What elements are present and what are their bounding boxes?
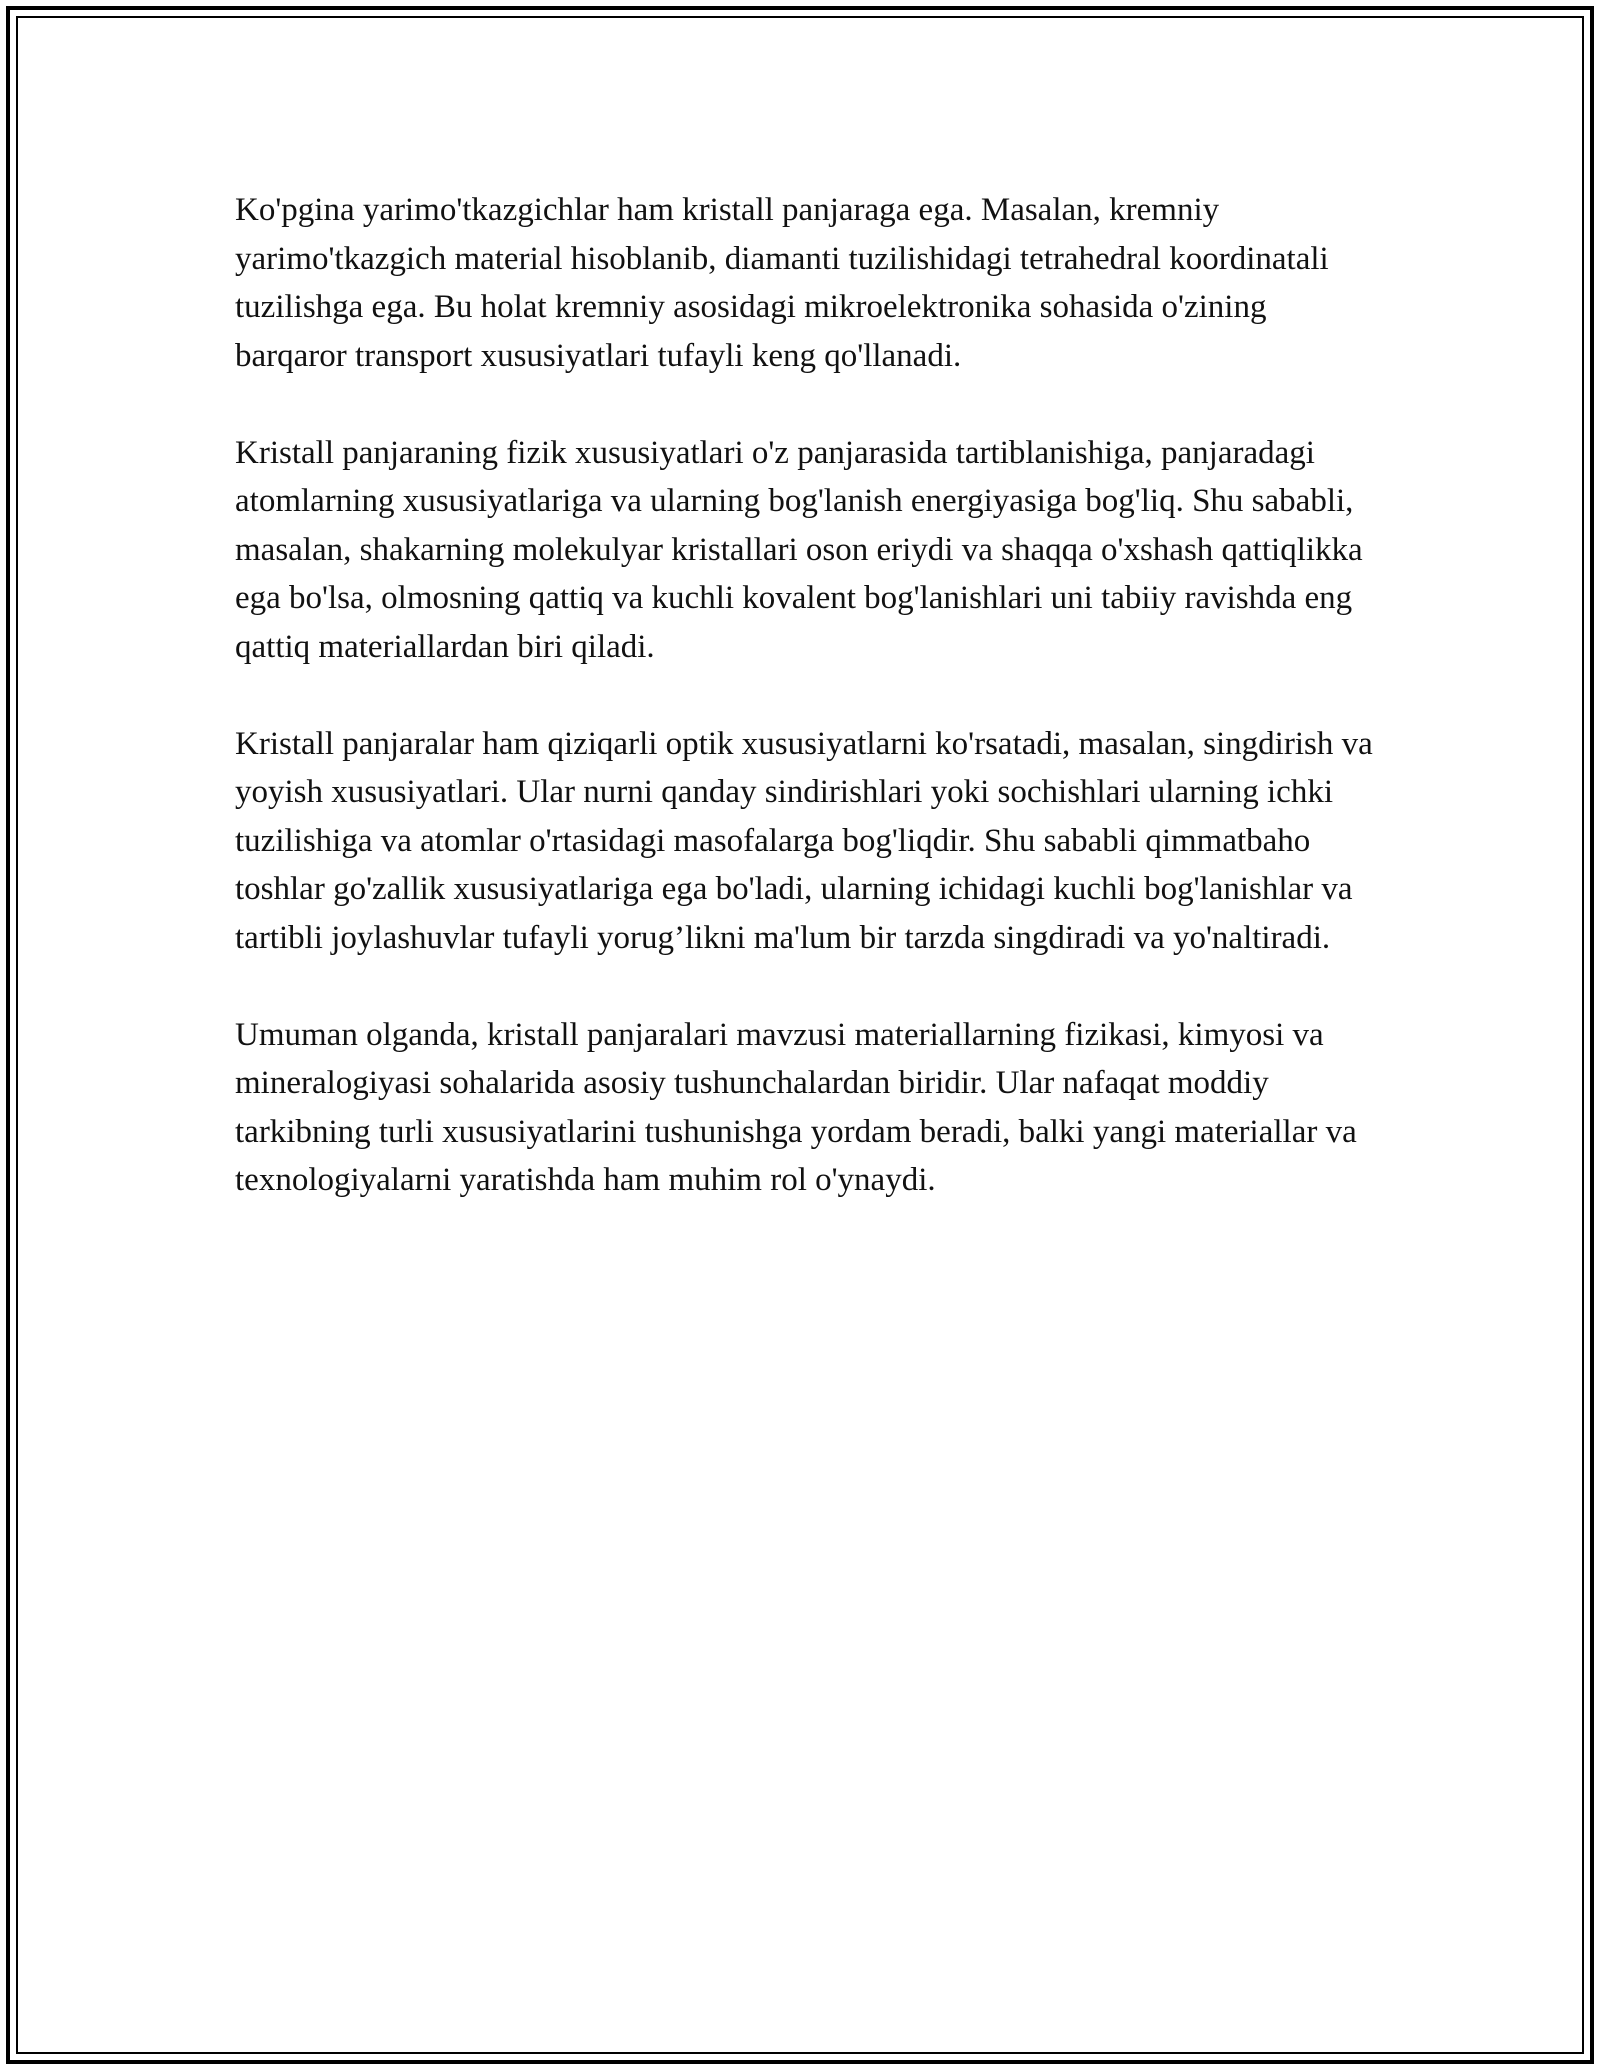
paragraph-2: Kristall panjaraning fizik xususiyatlari o'z panjarasida tartiblanishiga, panjaradagi atomlarning xususiyatlariga va ularning bog'lanish energiyasiga bog'liq. Shu sababli, masalan, shakarning molekulyar kristallari oson eriydi va shaqqa o'xshash qattiqlikka ega bo'lsa, olmosning qattiq va kuchli kovalent bog'lanishlari uni tabiiy ravishda eng qattiq materiallardan biri qiladi.	[235, 434, 1363, 665]
paragraph-3: Kristall panjaralar ham qiziqarli optik xususiyatlarni ko'rsatadi, masalan, singdirish va yoyish xususiyatlari. Ular nurni qanday sindirishlari yoki sochishlari ularning ichki tuzilishiga va atomlar o'rtasidagi masofalarga bog'liqdir. Shu sababli qimmatbaho toshlar go'zallik xususiyatlariga ega bo'ladi, ularning ichidagi kuchli bog'lanishlar va tartibli joylashuvlar tufayli yorug’likni ma'lum bir tarzda singdiradi va yo'naltiradi.	[235, 725, 1373, 956]
paragraph-1: Ko'pgina yarimo'tkazgichlar ham kristall panjaraga ega. Masalan, kremniy yarimo'tkazgich material hisoblanib, diamanti tuzilishidagi tetrahedral koordinatali tuzilishga ega. Bu holat kremniy asosidagi mikroelektronika sohasida o'zining barqaror transport xususiyatlari tufayli keng qo'llanadi.	[235, 192, 1329, 374]
paragraph-4: Umuman olganda, kristall panjaralari mavzusi materiallarning fizikasi, kimyosi va mineralogiyasi sohalarida asosiy tushunchalardan biridir. Ular nafaqat moddiy tarkibning turli xususiyatlarini tushunishga yordam beradi, balki yangi materiallar va texnologiyalarni yaratishda ham muhim rol o'ynaydi.	[235, 1016, 1357, 1198]
document-body	[235, 186, 1375, 1253]
